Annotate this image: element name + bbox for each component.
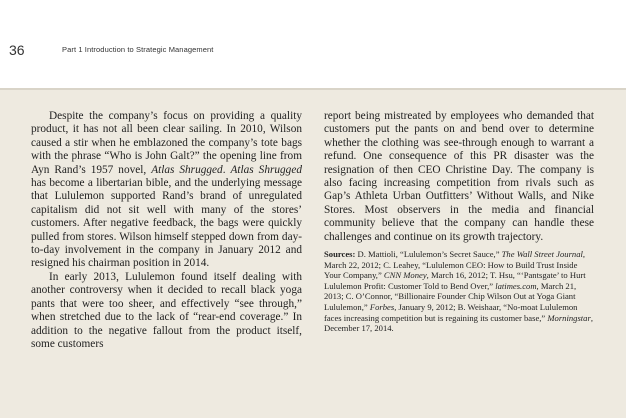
book-title: Atlas Shrugged	[230, 163, 302, 176]
source-publication: CNN Money	[383, 270, 427, 281]
source-text: , March 21, 2013; C. O’Connor, “Billionaire Founder Chip Wilson Out at Yoga Giant Lululemon,”	[324, 280, 577, 313]
running-head: Part 1 Introduction to Strategic Management	[62, 45, 214, 54]
sources-label: Sources:	[324, 249, 356, 260]
source-text: , December 17, 2014.	[324, 312, 593, 334]
source-publication: latimes.com	[495, 280, 537, 291]
paragraph-1-text-c: has become a libertarian bible, and the underlying message that Lululemon supported Rand’s brand of unregulated capitalism did not sit well with many of the stores’ customers. After negative feedback, the bags were quickly pulled from stores. Wilson himself stepped down from day-to-day involvement in the company in January 2012 and resigned his chairman position in 2014.	[31, 177, 302, 270]
page-header	[0, 0, 626, 88]
paragraph-3: report being mistreated by employees who demanded that customers put the pants on and bend over to determine whether the clothing was see-through enough to warrant a refund. One consequence of this PR disaster was the resignation of then CEO Christine Day. The company is also facing increasing competition from rivals such as Gap’s Athleta Urban Outfitters’ Without Walls, and Nike Stores. Most observers in the media and financial community believe that the company can handle these challenges and continue on its growth trajectory.	[324, 110, 594, 243]
paragraph-1-text-a: Despite the company’s focus on providing a quality product, it has not all been clear sailing. In 2010, Wilson caused a stir when he emblazoned the company’s tote bags with the phrase “Who is John Galt?” the opening line from Ayn Rand’s 1957 novel,	[31, 110, 302, 176]
source-publication: Morningstar	[547, 312, 591, 323]
left-column	[31, 110, 302, 351]
source-publication: Forbes	[369, 302, 395, 313]
source-text: , March 16, 2012; T. Hsu, “‘Pantsgate’ to Hurt Lululemon Profit: Customer Told to Bend Over,”	[324, 270, 586, 291]
paragraph-2: In early 2013, Lululemon found itself dealing with another controversy when it decided to recall black yoga pants that were too sheer, and effectively “see through,” when stretched due to the lack of “rear-end coverage.” In addition to the negative fallout from the product itself, some customers	[31, 270, 302, 350]
source-text: , January 9, 2012; B. Weishaar, “No-moat Lululemon faces increasing competition but is regaining its customer base,”	[324, 302, 578, 323]
page-number: 36	[9, 42, 25, 58]
right-column	[324, 110, 594, 334]
sources-note	[324, 249, 594, 334]
source-text: D. Mattioli, “Lululemon’s Secret Sauce,”	[355, 249, 502, 260]
source-publication: The Wall Street Journal	[501, 249, 583, 260]
source-text: , March 22, 2012; C. Leahey, “Lululemon CEO: How to Build Trust Inside Your Company,”	[324, 249, 586, 281]
book-title: Atlas Shrugged	[151, 163, 223, 176]
paragraph-1	[31, 110, 302, 271]
paragraph-1-text-b: .	[222, 163, 231, 176]
